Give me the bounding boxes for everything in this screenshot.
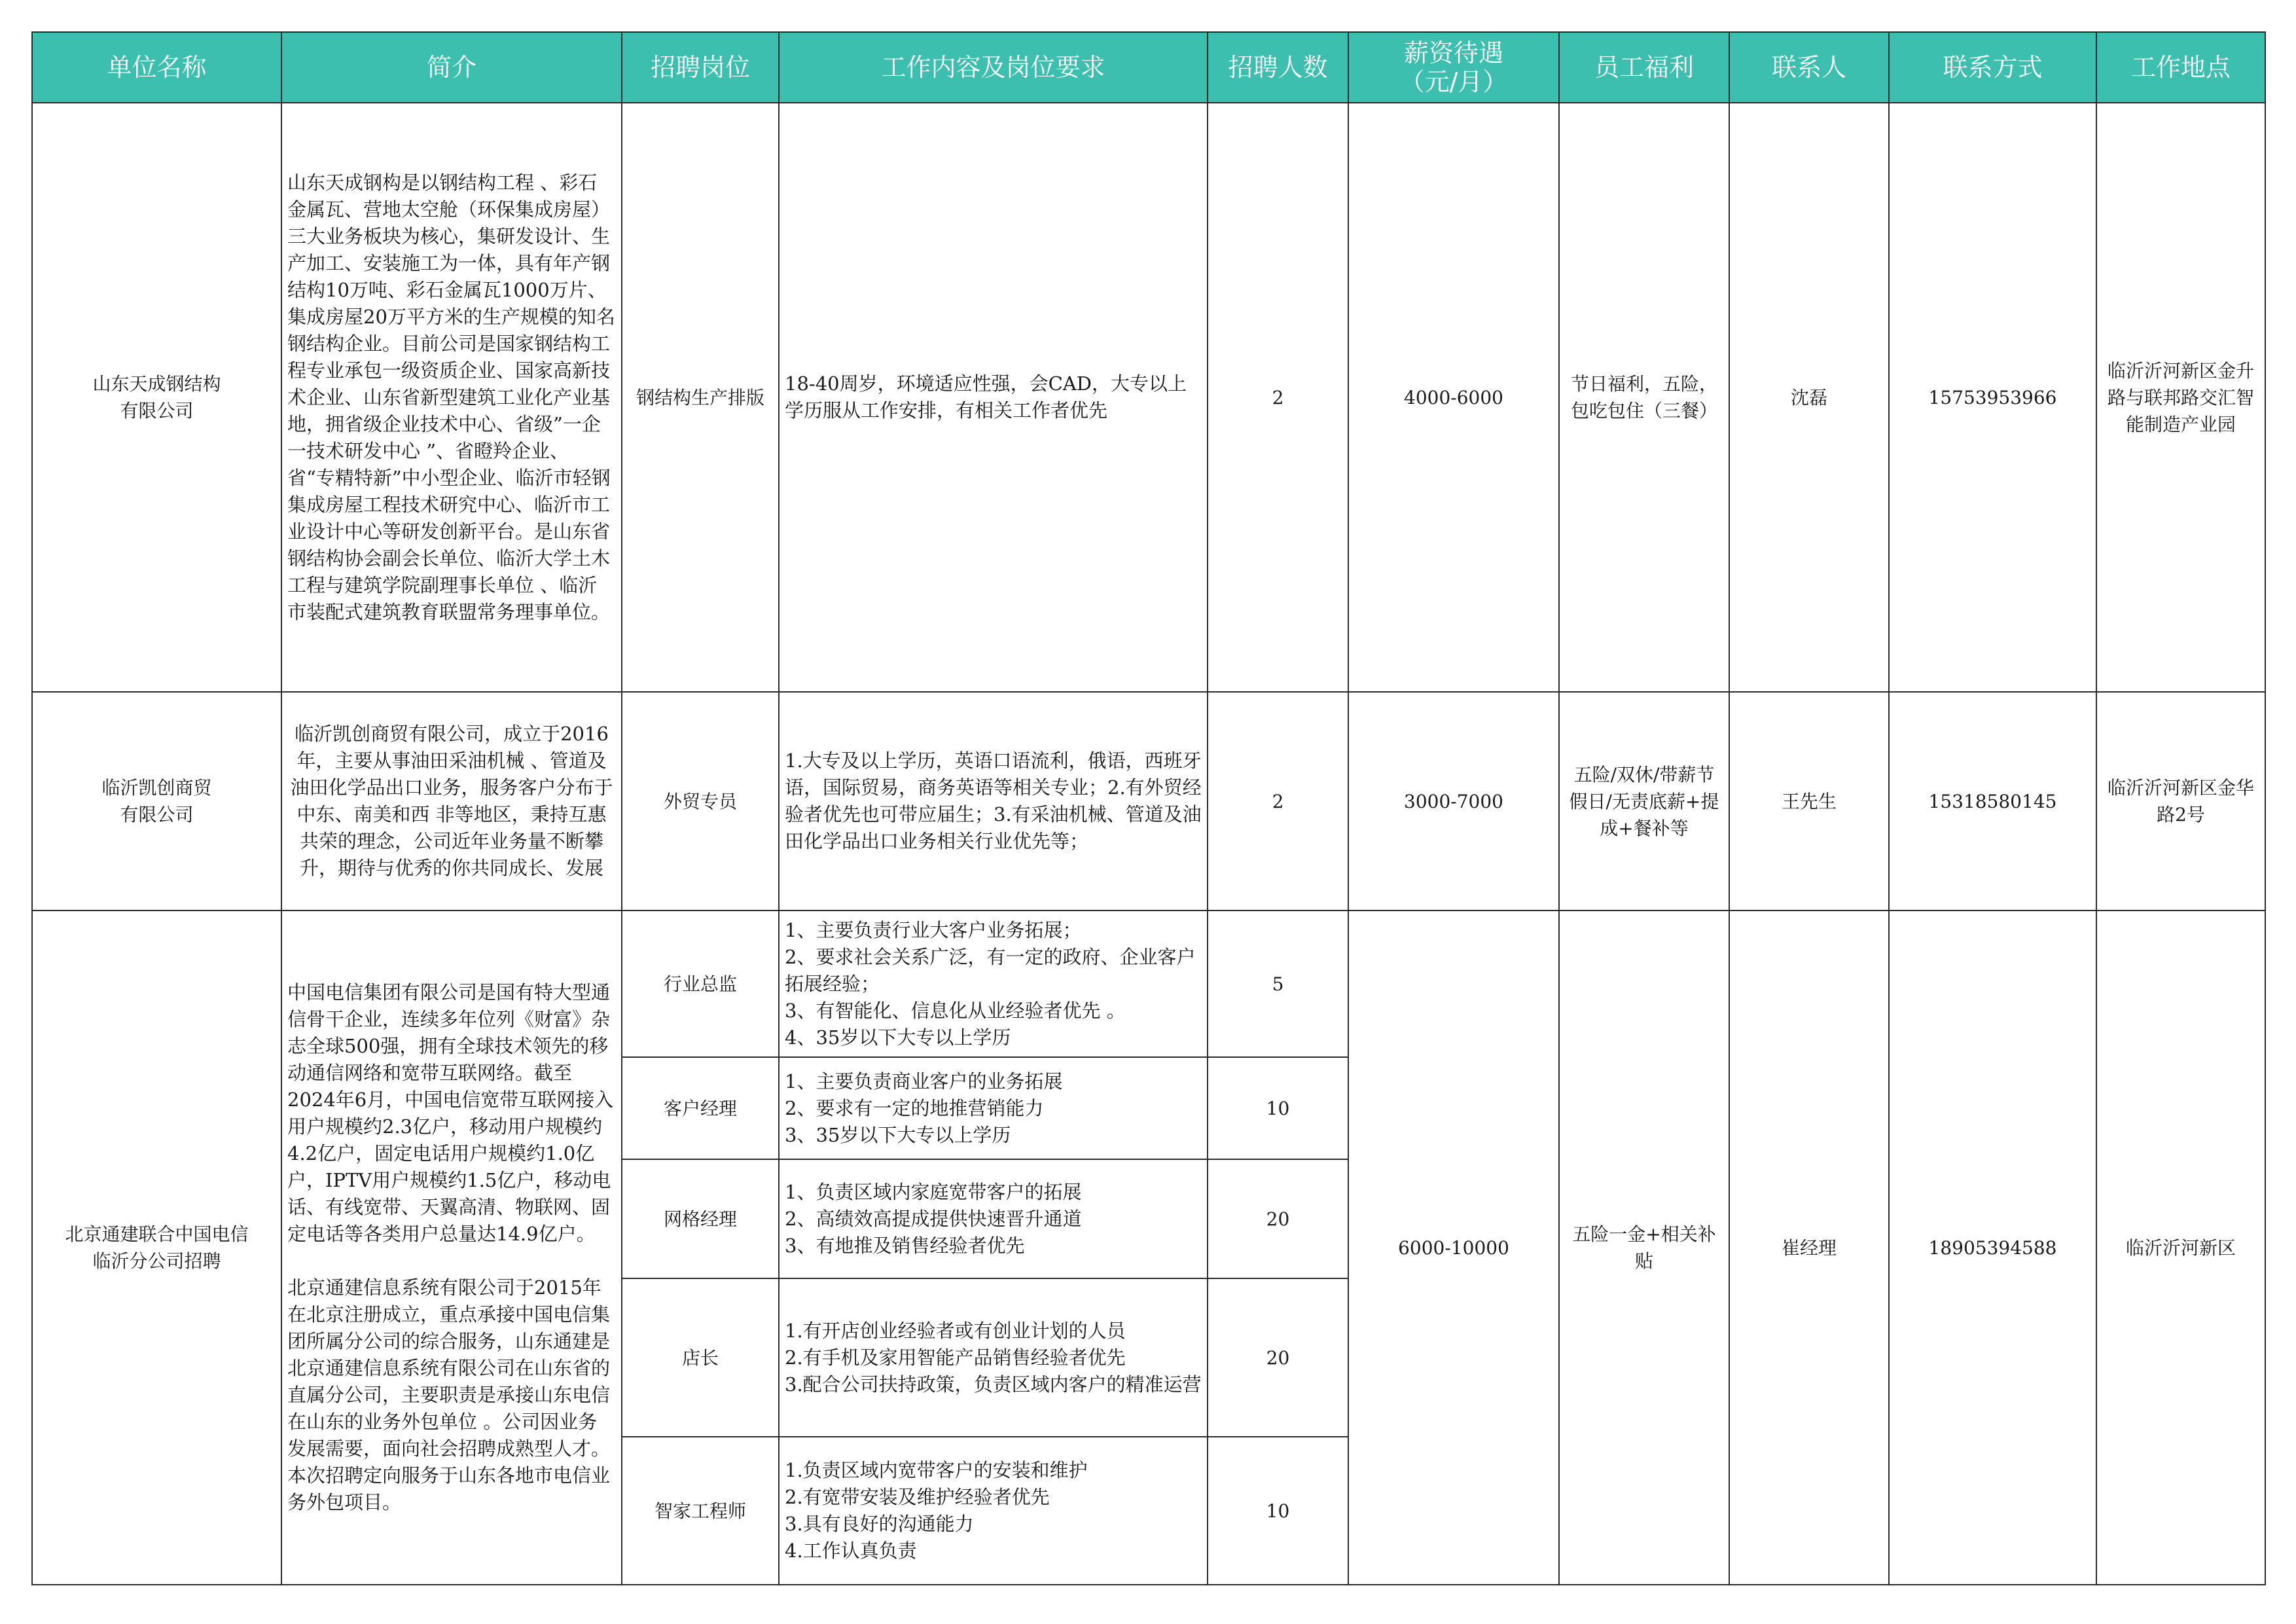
requirement-line: 2、要求有一定的地推营销能力: [785, 1096, 1044, 1119]
position-title: 店长: [622, 1278, 779, 1437]
position-title: 钢结构生产排版: [622, 103, 779, 692]
recruitment-table: [31, 31, 2266, 1585]
work-location: 临沂沂河新区金升路与联邦路交汇智能制造产业园: [2096, 103, 2265, 692]
welfare: 五险/双休/带薪节假日/无责底薪+提成+餐补等: [1559, 692, 1729, 911]
position-requirements: [779, 1437, 1208, 1585]
header-company: 单位名称: [32, 32, 281, 103]
requirement-line: 1、主要负责行业大客户业务拓展；: [785, 918, 1082, 941]
position-requirements: [779, 1159, 1208, 1278]
header-contact: 联系人: [1729, 32, 1889, 103]
position-title: 外贸专员: [622, 692, 779, 911]
hiring-count: 10: [1208, 1057, 1348, 1159]
welfare: 节日福利，五险，包吃包住（三餐）: [1559, 103, 1729, 692]
position-title: 客户经理: [622, 1057, 779, 1159]
contact-person: 王先生: [1729, 692, 1889, 911]
requirement-line: 3.具有良好的沟通能力: [785, 1513, 974, 1535]
hiring-count: 10: [1208, 1437, 1348, 1585]
salary: 3000-7000: [1348, 692, 1559, 911]
requirement-line: 3、35岁以下大专以上学历: [785, 1123, 1011, 1146]
header-phone: 联系方式: [1889, 32, 2096, 103]
hiring-count: 2: [1208, 103, 1348, 692]
requirement-line: 1.有开店创业经验者或有创业计划的人员: [785, 1319, 1126, 1342]
salary: 4000-6000: [1348, 103, 1559, 692]
position-title: 网格经理: [622, 1159, 779, 1278]
table-row: [32, 103, 2265, 692]
requirement-line: 2.有宽带安装及维护经验者优先: [785, 1486, 1050, 1508]
company-intro: [281, 911, 622, 1585]
header-welfare: 员工福利: [1559, 32, 1729, 103]
hiring-count: 2: [1208, 692, 1348, 911]
header-intro: 简介: [281, 32, 622, 103]
intro-paragraph: 中国电信集团有限公司是国有特大型通信骨干企业，连续多年位列《财富》杂志全球500强，拥有全球技术领先的移动通信网络和宽带互联网络。截至2024年6月，中国电信宽带互联网接入用户规模约2.3亿户，移动用户规模约4.2亿户，固定电话用户规模约1.0亿户，IPTV用户规模约1.5亿户，移动电话、有线宽带、天翼高清、物联网、固定电话等各类用户总量达14.9亿户。: [287, 981, 614, 1245]
contact-phone: 15318580145: [1889, 692, 2096, 911]
contact-person: 崔经理: [1729, 911, 1889, 1585]
requirement-line: 3.配合公司扶持政策，负责区域内客户的精准运营: [785, 1373, 1202, 1396]
requirement-line: 2、高绩效高提成提供快速晋升通道: [785, 1207, 1082, 1230]
hiring-count: 20: [1208, 1159, 1348, 1278]
header-count: 招聘人数: [1208, 32, 1348, 103]
work-location: 临沂沂河新区: [2096, 911, 2265, 1585]
requirement-line: 1、主要负责商业客户的业务拓展: [785, 1070, 1063, 1092]
position-requirements: [779, 1278, 1208, 1437]
company-intro: 临沂凯创商贸有限公司，成立于2016年，主要从事油田采油机械 、管道及油田化学品出口业务，服务客户分布于中东、南美和西 非等地区，秉持互惠共荣的理念，公司近年业务量不断攀升，期待与优秀的你共同成长、发展: [281, 692, 622, 911]
position-requirements: [779, 911, 1208, 1057]
header-location: 工作地点: [2096, 32, 2265, 103]
header-requirements: 工作内容及岗位要求: [779, 32, 1208, 103]
table-row: [32, 911, 2265, 1057]
position-requirements: 18-40周岁，环境适应性强，会CAD，大专以上学历服从工作安排，有相关工作者优先: [779, 103, 1208, 692]
recruitment-sheet: [31, 31, 2265, 1585]
requirement-line: 3、有智能化、信息化从业经验者优先 。: [785, 999, 1126, 1022]
company-name: 临沂凯创商贸 有限公司: [32, 692, 281, 911]
company-intro: 山东天成钢构是以钢结构工程 、彩石金属瓦、营地太空舱（环保集成房屋）三大业务板块为核心，集研发设计、生产加工、安装施工为一体，具有年产钢结构10万吨、彩石金属瓦1000万片、集成房屋20万平方米的生产规模的知名钢结构企业。目前公司是国家钢结构工程专业承包一级资质企业、国家高新技术企业、山东省新型建筑工业化产业基地，拥省级企业技术中心、省级”一企一技术研发中心 ”、省瞪羚企业、省“专精特新”中小型企业、临沂市轻钢集成房屋工程技术研究中心、临沂市工业设计中心等研发创新平台。是山东省钢结构协会副会长单位、临沂大学土木工程与建筑学院副理事长单位 、临沂市装配式建筑教育联盟常务理事单位。: [281, 103, 622, 692]
header-row: [32, 32, 2265, 103]
position-requirements: 1.大专及以上学历，英语口语流利，俄语，西班牙语，国际贸易，商务英语等相关专业；2.有外贸经验者优先也可带应届生；3.有采油机械、管道及油田化学品出口业务相关行业优先等；: [779, 692, 1208, 911]
work-location: 临沂沂河新区金华路2号: [2096, 692, 2265, 911]
contact-person: 沈磊: [1729, 103, 1889, 692]
hiring-count: 20: [1208, 1278, 1348, 1437]
hiring-count: 5: [1208, 911, 1348, 1057]
requirement-line: 2、要求社会关系广泛，有一定的政府、企业客户拓展经验；: [785, 945, 1196, 995]
salary: 6000-10000: [1348, 911, 1559, 1585]
header-salary: 薪资待遇 （元/月）: [1348, 32, 1559, 103]
requirement-line: 1、负责区域内家庭宽带客户的拓展: [785, 1180, 1082, 1203]
requirement-line: 1.负责区域内宽带客户的安装和维护: [785, 1459, 1088, 1481]
requirement-line: 4.工作认真负责: [785, 1540, 917, 1562]
contact-phone: 18905394588: [1889, 911, 2096, 1585]
welfare: 五险一金+相关补贴: [1559, 911, 1729, 1585]
intro-paragraph: 北京通建信息系统有限公司于2015年在北京注册成立，重点承接中国电信集团所属分公司的综合服务，山东通建是北京通建信息系统有限公司在山东省的直属分公司，主要职责是承接山东电信在山东的业务外包单位 。公司因业务发展需要，面向社会招聘成熟型人才。本次招聘定向服务于山东各地市电信业务外包项目。: [287, 1276, 611, 1513]
header-position: 招聘岗位: [622, 32, 779, 103]
company-name: 山东天成钢结构 有限公司: [32, 103, 281, 692]
position-requirements: [779, 1057, 1208, 1159]
contact-phone: 15753953966: [1889, 103, 2096, 692]
company-name: 北京通建联合中国电信 临沂分公司招聘: [32, 911, 281, 1585]
requirement-line: 4、35岁以下大专以上学历: [785, 1026, 1011, 1049]
paragraph-gap: [287, 1248, 616, 1274]
requirement-line: 3、有地推及销售经验者优先: [785, 1234, 1025, 1257]
requirement-line: 2.有手机及家用智能产品销售经验者优先: [785, 1346, 1126, 1369]
position-title: 行业总监: [622, 911, 779, 1057]
position-title: 智家工程师: [622, 1437, 779, 1585]
table-row: [32, 692, 2265, 911]
